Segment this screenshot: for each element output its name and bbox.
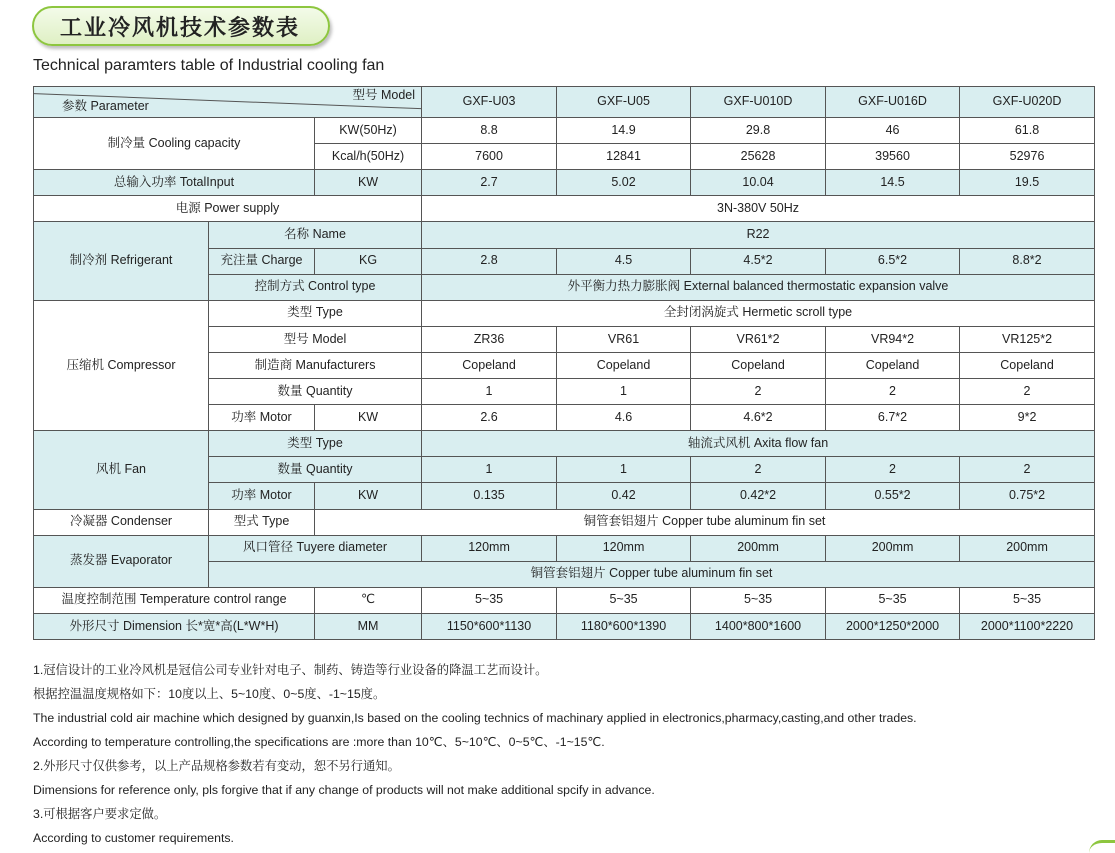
spec-table <box>33 86 1095 640</box>
notes <box>33 658 1093 850</box>
table-row <box>34 613 1095 639</box>
value-cell: 200mm <box>826 535 960 561</box>
value-cell: 4.5 <box>557 248 691 274</box>
unit-cell: KG <box>315 248 422 274</box>
compressor-type-value: 全封闭涡旋式 Hermetic scroll type <box>422 300 1095 326</box>
note-line: The industrial cold air machine which designed by guanxin,Is based on the cooling technics of machinary applied in electronics,pharmacy,casting,and other trades. <box>33 711 917 725</box>
value-cell: 4.6*2 <box>691 405 826 431</box>
value-cell: 19.5 <box>960 170 1095 196</box>
table-row <box>34 300 1095 326</box>
model-name: GXF-U010D <box>691 87 826 118</box>
value-cell: Copeland <box>826 352 960 378</box>
dimension-label: 外形尺寸 Dimension 长*宽*高(L*W*H) <box>34 613 315 639</box>
fan-type-value: 轴流式风机 Axita flow fan <box>422 431 1095 457</box>
value-cell: 61.8 <box>960 118 1095 144</box>
value-cell: 7600 <box>422 144 557 170</box>
value-cell: 5~35 <box>691 587 826 613</box>
unit-cell: ℃ <box>315 587 422 613</box>
table-row <box>34 118 1095 144</box>
value-cell: VR125*2 <box>960 326 1095 352</box>
value-cell: 2 <box>960 457 1095 483</box>
fan-type-label: 类型 Type <box>209 431 422 457</box>
value-cell: 2.6 <box>422 405 557 431</box>
value-cell: Copeland <box>557 352 691 378</box>
value-cell: 2000*1250*2000 <box>826 613 960 639</box>
value-cell: 2.7 <box>422 170 557 196</box>
evaporator-label: 蒸发器 Evaporator <box>34 535 209 587</box>
unit-cell: KW <box>315 170 422 196</box>
model-name: GXF-U05 <box>557 87 691 118</box>
total-input-label: 总输入功率 TotalInput <box>34 170 315 196</box>
value-cell: 5~35 <box>826 587 960 613</box>
value-cell: 1 <box>557 379 691 405</box>
table-row <box>34 431 1095 457</box>
value-cell: 120mm <box>422 535 557 561</box>
condenser-type-value: 铜管套铝翅片 Copper tube aluminum fin set <box>315 509 1095 535</box>
value-cell: 14.9 <box>557 118 691 144</box>
value-cell: 46 <box>826 118 960 144</box>
value-cell: 0.75*2 <box>960 483 1095 509</box>
value-cell: 1400*800*1600 <box>691 613 826 639</box>
value-cell: 2 <box>960 379 1095 405</box>
manufacturer-label: 制造商 Manufacturers <box>209 352 422 378</box>
value-cell: 8.8*2 <box>960 248 1095 274</box>
value-cell: 4.5*2 <box>691 248 826 274</box>
value-cell: 2 <box>826 457 960 483</box>
refrigerant-label: 制冷剂 Refrigerant <box>34 222 209 300</box>
value-cell: 29.8 <box>691 118 826 144</box>
refrigerant-name-value: R22 <box>422 222 1095 248</box>
cooling-capacity-label: 制冷量 Cooling capacity <box>34 118 315 170</box>
value-cell: Copeland <box>422 352 557 378</box>
value-cell: 6.5*2 <box>826 248 960 274</box>
value-cell: 6.7*2 <box>826 405 960 431</box>
value-cell: 2.8 <box>422 248 557 274</box>
value-cell: 2000*1100*2220 <box>960 613 1095 639</box>
compressor-type-label: 类型 Type <box>209 300 422 326</box>
value-cell: 1 <box>422 457 557 483</box>
value-cell: 2 <box>691 379 826 405</box>
value-cell: Copeland <box>691 352 826 378</box>
value-cell: VR61 <box>557 326 691 352</box>
table-row <box>34 222 1095 248</box>
model-name: GXF-U020D <box>960 87 1095 118</box>
value-cell: 2 <box>826 379 960 405</box>
value-cell: 4.6 <box>557 405 691 431</box>
parameter-header-label: 参数 Parameter <box>62 99 149 114</box>
note-line: 2.外形尺寸仅供参考，以上产品规格参数若有变动，恕不另行通知。 <box>33 759 400 773</box>
table-row <box>34 170 1095 196</box>
unit-cell: KW(50Hz) <box>315 118 422 144</box>
value-cell: 12841 <box>557 144 691 170</box>
table-row <box>34 509 1095 535</box>
value-cell: 5~35 <box>960 587 1095 613</box>
value-cell: 200mm <box>691 535 826 561</box>
table-row <box>34 587 1095 613</box>
value-cell: 0.42 <box>557 483 691 509</box>
value-cell: 0.42*2 <box>691 483 826 509</box>
fan-label: 风机 Fan <box>34 431 209 509</box>
unit-cell: Kcal/h(50Hz) <box>315 144 422 170</box>
table-row <box>34 87 1095 118</box>
value-cell: 9*2 <box>960 405 1095 431</box>
unit-cell: KW <box>315 483 422 509</box>
note-line: 根据控温温度规格如下：10度以上、5~10度、0~5度、-1~15度。 <box>33 687 386 701</box>
value-cell: 10.04 <box>691 170 826 196</box>
note-line: According to customer requirements. <box>33 831 234 845</box>
value-cell: 0.55*2 <box>826 483 960 509</box>
compressor-model-label: 型号 Model <box>209 326 422 352</box>
value-cell: 120mm <box>557 535 691 561</box>
control-type-label: 控制方式 Control type <box>209 274 422 300</box>
condenser-label: 冷凝器 Condenser <box>34 509 209 535</box>
compressor-motor-label: 功率 Motor <box>209 405 315 431</box>
value-cell: 39560 <box>826 144 960 170</box>
unit-cell: MM <box>315 613 422 639</box>
value-cell: Copeland <box>960 352 1095 378</box>
compressor-label: 压缩机 Compressor <box>34 300 209 430</box>
value-cell: 5~35 <box>422 587 557 613</box>
unit-cell: KW <box>315 405 422 431</box>
model-param-header <box>34 87 422 118</box>
model-name: GXF-U03 <box>422 87 557 118</box>
value-cell: 52976 <box>960 144 1095 170</box>
model-header-label: 型号 Model <box>352 88 416 102</box>
value-cell: 2 <box>691 457 826 483</box>
model-name: GXF-U016D <box>826 87 960 118</box>
value-cell: VR61*2 <box>691 326 826 352</box>
value-cell: 200mm <box>960 535 1095 561</box>
tuyere-diameter-label: 风口管径 Tuyere diameter <box>209 535 422 561</box>
page-subtitle: Technical paramters table of Industrial cooling fan <box>33 57 385 74</box>
table-row <box>34 196 1095 222</box>
note-line: 3.可根据客户要求定做。 <box>33 807 167 821</box>
refrigerant-name-label: 名称 Name <box>209 222 422 248</box>
condenser-type-label: 型式 Type <box>209 509 315 535</box>
note-line: 1.冠信设计的工业冷风机是冠信公司专业针对电子、制药、铸造等行业设备的降温工艺而设计。 <box>33 663 548 677</box>
fan-quantity-label: 数量 Quantity <box>209 457 422 483</box>
evaporator-type-value: 铜管套铝翅片 Copper tube aluminum fin set <box>209 561 1095 587</box>
page-title: 工业冷风机技术参数表 <box>32 6 330 46</box>
value-cell: 5.02 <box>557 170 691 196</box>
note-line: Dimensions for reference only, pls forgive that if any change of products will not make additional spcify in advance. <box>33 783 655 797</box>
value-cell: 0.135 <box>422 483 557 509</box>
value-cell: 25628 <box>691 144 826 170</box>
value-cell: 1180*600*1390 <box>557 613 691 639</box>
value-cell: ZR36 <box>422 326 557 352</box>
value-cell: 1 <box>557 457 691 483</box>
compressor-quantity-label: 数量 Quantity <box>209 379 422 405</box>
value-cell: 14.5 <box>826 170 960 196</box>
value-cell: 1150*600*1130 <box>422 613 557 639</box>
power-supply-value: 3N-380V 50Hz <box>422 196 1095 222</box>
temperature-range-label: 温度控制范围 Temperature control range <box>34 587 315 613</box>
charge-label: 充注量 Charge <box>209 248 315 274</box>
value-cell: 1 <box>422 379 557 405</box>
corner-decoration <box>1089 840 1115 853</box>
value-cell: 5~35 <box>557 587 691 613</box>
fan-motor-label: 功率 Motor <box>209 483 315 509</box>
value-cell: 8.8 <box>422 118 557 144</box>
control-type-value: 外平衡力热力膨胀阀 External balanced thermostatic expansion valve <box>422 274 1095 300</box>
value-cell: VR94*2 <box>826 326 960 352</box>
table-row <box>34 535 1095 561</box>
note-line: According to temperature controlling,the specifications are :more than 10℃、5~10℃、0~5℃、-1~15℃. <box>33 735 605 749</box>
power-supply-label: 电源 Power supply <box>34 196 422 222</box>
